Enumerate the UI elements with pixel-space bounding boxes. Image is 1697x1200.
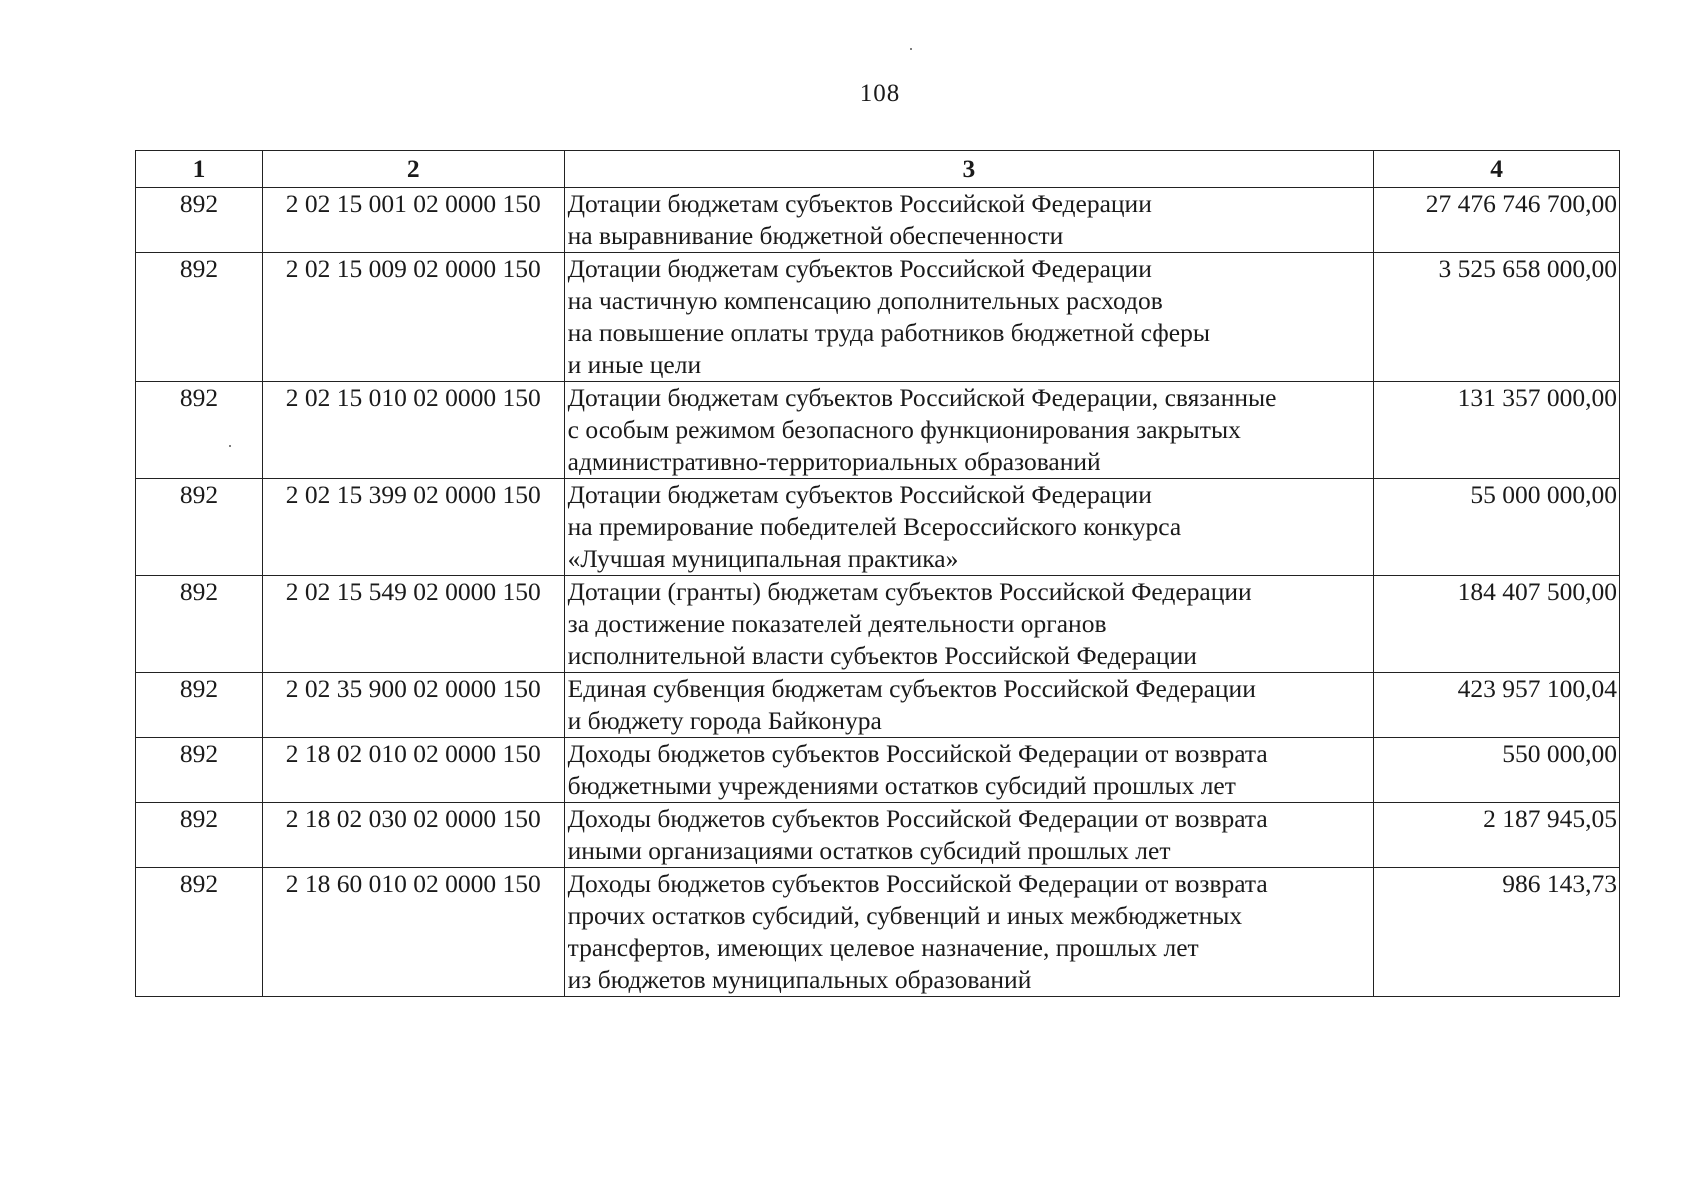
table-row [136, 803, 1620, 868]
table-row [136, 479, 1620, 576]
revenue-code-cell: 2 02 15 001 02 0000 150 [262, 188, 564, 253]
amount-cell: 55 000 000,00 [1374, 479, 1620, 576]
revenue-name-cell: Дотации (гранты) бюджетам субъектов Российской Федерации за достижение показателей деятельности органов исполнительной власти субъектов Российской Федерации [564, 576, 1374, 673]
column-header-4: 4 [1374, 151, 1620, 188]
revenue-name-cell: Доходы бюджетов субъектов Российской Федерации от возврата иными организациями остатков субсидий прошлых лет [564, 803, 1374, 868]
scan-speck [910, 48, 912, 50]
revenue-code-cell: 2 18 02 030 02 0000 150 [262, 803, 564, 868]
amount-cell: 184 407 500,00 [1374, 576, 1620, 673]
revenue-name-cell: Дотации бюджетам субъектов Российской Федерации на премирование победителей Всероссийского конкурса «Лучшая муниципальная практика» [564, 479, 1374, 576]
amount-cell: 423 957 100,04 [1374, 673, 1620, 738]
table-row [136, 382, 1620, 479]
column-header-1: 1 [136, 151, 263, 188]
amount-cell: 27 476 746 700,00 [1374, 188, 1620, 253]
table-header-row [136, 151, 1620, 188]
admin-code-cell: 892 [136, 382, 263, 479]
admin-code-cell: 892 [136, 868, 263, 997]
scan-speck [229, 445, 231, 447]
table-row [136, 673, 1620, 738]
revenue-name-cell: Доходы бюджетов субъектов Российской Федерации от возврата прочих остатков субсидий, субвенций и иных межбюджетных трансфертов, имеющих целевое назначение, прошлых лет из бюджетов муниципальных образований [564, 868, 1374, 997]
amount-cell: 986 143,73 [1374, 868, 1620, 997]
table-row [136, 738, 1620, 803]
amount-cell: 2 187 945,05 [1374, 803, 1620, 868]
admin-code-cell: 892 [136, 738, 263, 803]
table-row [136, 576, 1620, 673]
amount-cell: 131 357 000,00 [1374, 382, 1620, 479]
revenue-name-cell: Дотации бюджетам субъектов Российской Федерации, связанные с особым режимом безопасного функционирования закрытых административно-территориальных образований [564, 382, 1374, 479]
revenue-code-cell: 2 02 15 549 02 0000 150 [262, 576, 564, 673]
table-row [136, 253, 1620, 382]
revenue-name-cell: Единая субвенция бюджетам субъектов Российской Федерации и бюджету города Байконура [564, 673, 1374, 738]
table-row [136, 868, 1620, 997]
page-number: 108 [859, 80, 901, 107]
revenue-code-cell: 2 18 02 010 02 0000 150 [262, 738, 564, 803]
admin-code-cell: 892 [136, 576, 263, 673]
revenue-code-cell: 2 18 60 010 02 0000 150 [262, 868, 564, 997]
revenue-code-cell: 2 02 15 399 02 0000 150 [262, 479, 564, 576]
revenue-name-cell: Дотации бюджетам субъектов Российской Федерации на выравнивание бюджетной обеспеченности [564, 188, 1374, 253]
revenue-code-cell: 2 02 35 900 02 0000 150 [262, 673, 564, 738]
admin-code-cell: 892 [136, 479, 263, 576]
revenue-name-cell: Доходы бюджетов субъектов Российской Федерации от возврата бюджетными учреждениями остатков субсидий прошлых лет [564, 738, 1374, 803]
table-row [136, 188, 1620, 253]
budget-revenue-table [135, 150, 1620, 997]
admin-code-cell: 892 [136, 803, 263, 868]
amount-cell: 550 000,00 [1374, 738, 1620, 803]
admin-code-cell: 892 [136, 253, 263, 382]
column-header-2: 2 [262, 151, 564, 188]
admin-code-cell: 892 [136, 673, 263, 738]
revenue-code-cell: 2 02 15 009 02 0000 150 [262, 253, 564, 382]
revenue-code-cell: 2 02 15 010 02 0000 150 [262, 382, 564, 479]
column-header-3: 3 [564, 151, 1374, 188]
admin-code-cell: 892 [136, 188, 263, 253]
amount-cell: 3 525 658 000,00 [1374, 253, 1620, 382]
revenue-name-cell: Дотации бюджетам субъектов Российской Федерации на частичную компенсацию дополнительных расходов на повышение оплаты труда работников бюджетной сферы и иные цели [564, 253, 1374, 382]
